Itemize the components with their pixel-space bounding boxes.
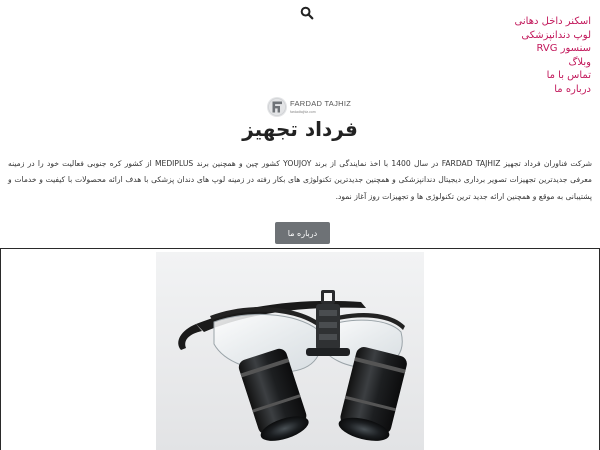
- nav-item-blog[interactable]: وبلاگ: [568, 56, 591, 68]
- nav-item-contact[interactable]: تماس با ما: [546, 70, 591, 82]
- product-image-section: [0, 248, 600, 450]
- nav-item-about[interactable]: درباره ما: [554, 83, 591, 95]
- nav-menu: [515, 15, 591, 97]
- nav-item-intraoral-scanner[interactable]: اسکنر داخل دهانی: [514, 16, 591, 27]
- about-description: شرکت فناوران فرداد تجهیز FARDAD TAJHIZ در سال 1400 با اخذ نمایندگی از برند YOUJOY کشور چین و همچنین برند MEDIPLUS از کشور کره جنوبی فعالیت خود را در زمینه معرفی جدیدترین تجهیزات تصویر برداری دیجیتال دندانپزشکی و همچنین جدیدترین تکنولوژی های بکار رفته در زمینه لوپ های دندان پزشکی با هدف ارائه محصولات با کیفیت و خدمات و پشتیبانی به موقع و همچنین ارائه جدید ترین تکنولوژی ها و تجهیزات روز آغاز نمود.: [8, 159, 593, 201]
- search-icon[interactable]: [300, 6, 314, 20]
- page-title: فرداد تجهیز: [242, 117, 358, 141]
- logo-tagline: fardadtajhiz.com: [290, 110, 316, 114]
- dental-loupe-image: [156, 252, 424, 450]
- nav-item-dental-loupe[interactable]: لوپ دندانپزشکی: [521, 29, 591, 41]
- about-us-button[interactable]: درباره ما: [275, 222, 330, 244]
- logo-name: FARDAD TAJHIZ: [290, 99, 352, 108]
- nav-item-rvg-sensor[interactable]: سنسور RVG: [536, 43, 591, 55]
- logo-mark-icon: [266, 96, 288, 118]
